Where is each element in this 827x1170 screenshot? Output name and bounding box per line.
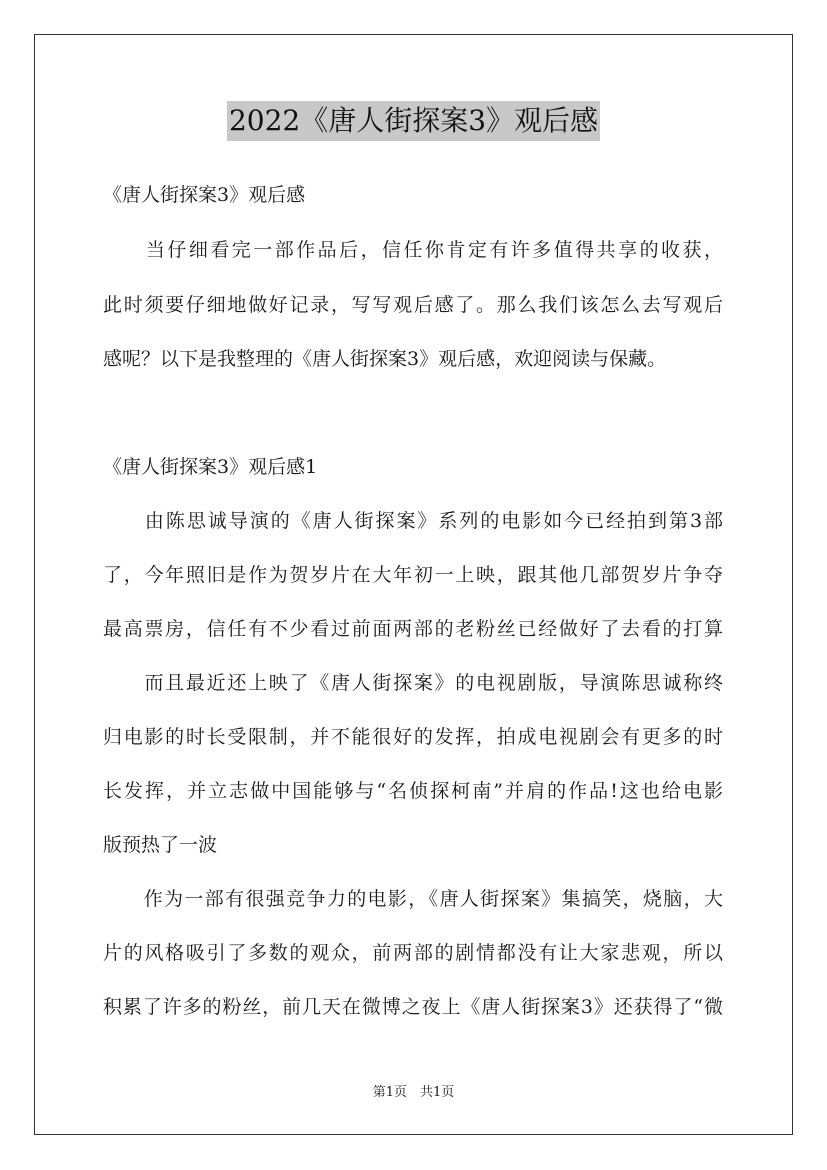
title-container xyxy=(0,101,827,141)
subtitle: 《唐人街探案3》观后感 xyxy=(103,184,306,206)
body-line: 作为一部有很强竞争力的电影，《唐人街探案》集搞笑，烧脑，大 xyxy=(103,888,723,910)
body-line: 而且最近还上映了《唐人街探案》的电视剧版，导演陈思诚称终 xyxy=(103,672,723,694)
document-title: 2022《唐人街探案3》观后感 xyxy=(227,101,600,141)
intro-line: 此时须要仔细地做好记录，写写观后感了。那么我们该怎么去写观后 xyxy=(103,294,723,316)
section-heading: 《唐人街探案3》观后感1 xyxy=(103,456,318,478)
intro-line: 感呢？以下是我整理的《唐人街探案3》观后感，欢迎阅读与保藏。 xyxy=(103,348,667,370)
body-line: 片的风格吸引了多数的观众，前两部的剧情都没有让大家悲观，所以 xyxy=(103,942,723,964)
page-footer: 第1页 共1页 xyxy=(372,1085,455,1100)
body-line: 最高票房，信任有不少看过前面两部的老粉丝已经做好了去看的打算 xyxy=(103,618,723,640)
body-line: 了，今年照旧是作为贺岁片在大年初一上映，跟其他几部贺岁片争夺 xyxy=(103,564,723,586)
body-line: 版预热了一波 xyxy=(103,834,218,856)
intro-line: 当仔细看完一部作品后，信任你肯定有许多值得共享的收获， xyxy=(103,239,723,261)
body-line: 积累了许多的粉丝，前几天在微博之夜上《唐人街探案3》还获得了“微 xyxy=(103,996,723,1018)
body-line: 归电影的时长受限制，并不能很好的发挥，拍成电视剧会有更多的时 xyxy=(103,726,723,748)
body-line: 由陈思诚导演的《唐人街探案》系列的电影如今已经拍到第3部 xyxy=(103,510,723,532)
body-line: 长发挥，并立志做中国能够与“名侦探柯南”并肩的作品!这也给电影 xyxy=(103,780,723,802)
